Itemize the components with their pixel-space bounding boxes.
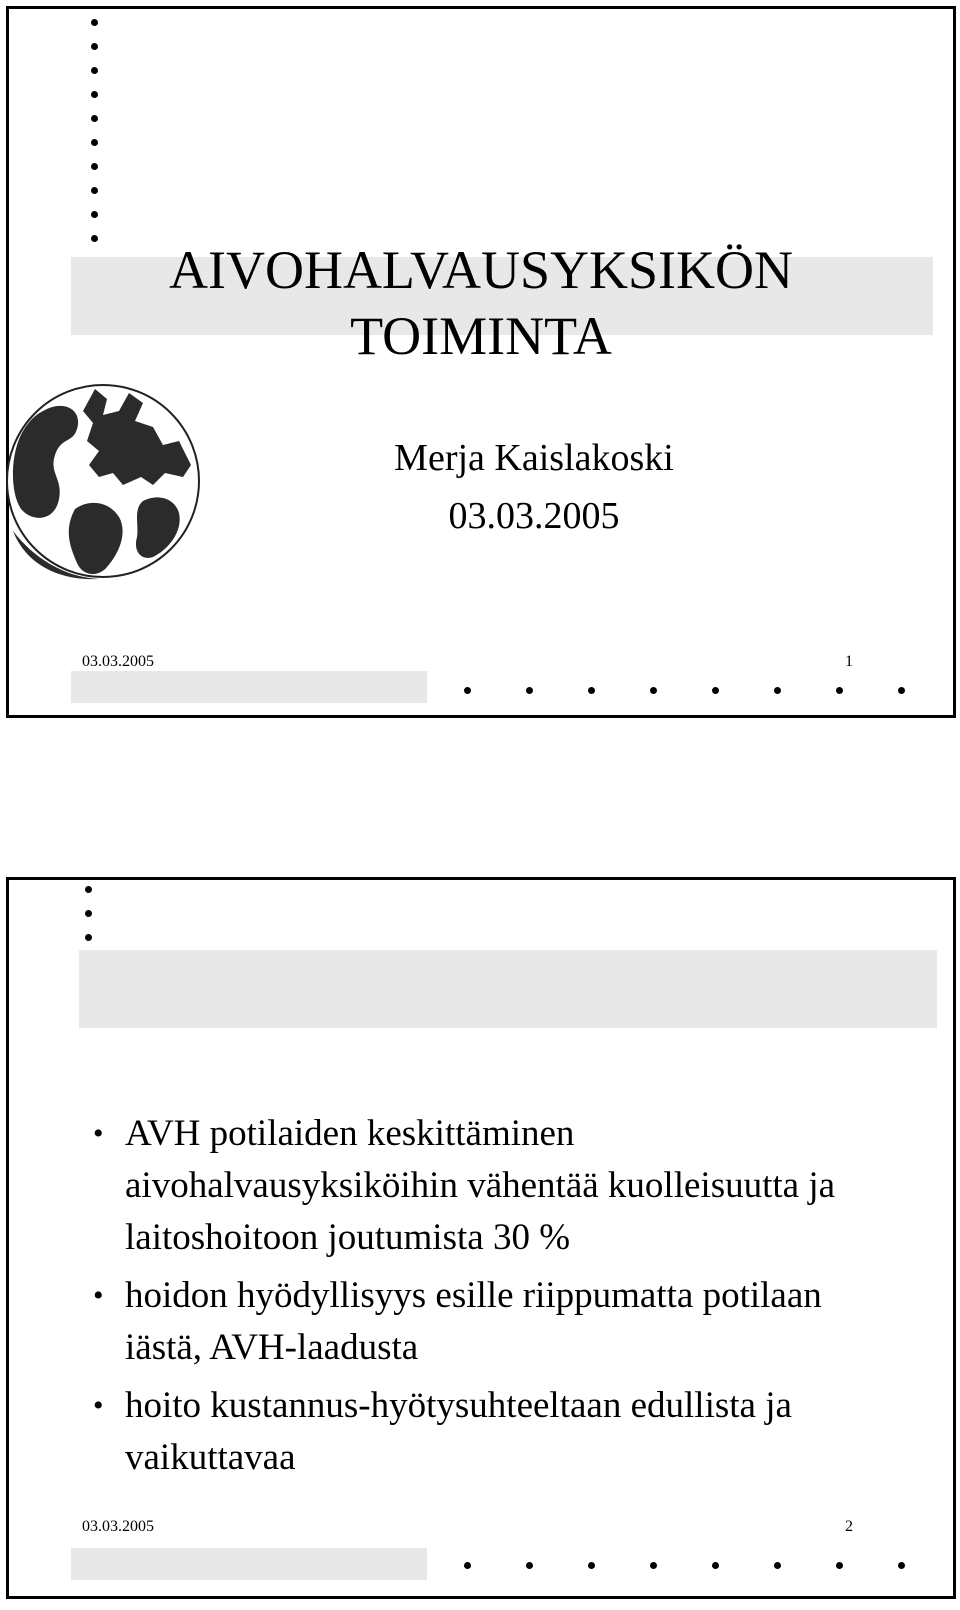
page-number: 2	[845, 1518, 853, 1535]
bullet-point: •	[93, 1117, 104, 1150]
title-band	[79, 950, 937, 1028]
footer-date: 03.03.2005	[82, 653, 154, 670]
list-item	[89, 1380, 869, 1484]
bullet-list	[89, 1108, 869, 1490]
list-item	[89, 1108, 869, 1264]
footer-band	[71, 671, 427, 703]
page-number: 1	[845, 653, 853, 670]
bullet-text: AVH potilaiden keskittäminen aivohalvausyksiköihin vähentää kuolleisuutta ja laitoshoitoon joutumista 30 %	[125, 1113, 836, 1258]
list-item	[89, 1270, 869, 1374]
slide-1	[6, 6, 956, 718]
presentation-date: 03.03.2005	[448, 495, 620, 537]
bullet-text: hoidon hyödyllisyys esille riippumatta potilaan iästä, AVH-laadusta	[125, 1275, 822, 1368]
author-name: Merja Kaislakoski	[394, 437, 674, 479]
bullet-text: hoito kustannus-hyötysuhteeltaan edullista ja vaikuttavaa	[125, 1385, 792, 1478]
bullet-point: •	[93, 1389, 104, 1422]
footer-band	[71, 1548, 427, 1580]
bullet-point: •	[93, 1279, 104, 1312]
slide-2	[6, 877, 956, 1599]
slide-title-line-2: TOIMINTA	[350, 306, 612, 366]
globe-icon	[3, 381, 203, 581]
slide-title-line-1: AIVOHALVAUSYKSIKÖN	[168, 240, 794, 300]
footer-date: 03.03.2005	[82, 1518, 154, 1535]
